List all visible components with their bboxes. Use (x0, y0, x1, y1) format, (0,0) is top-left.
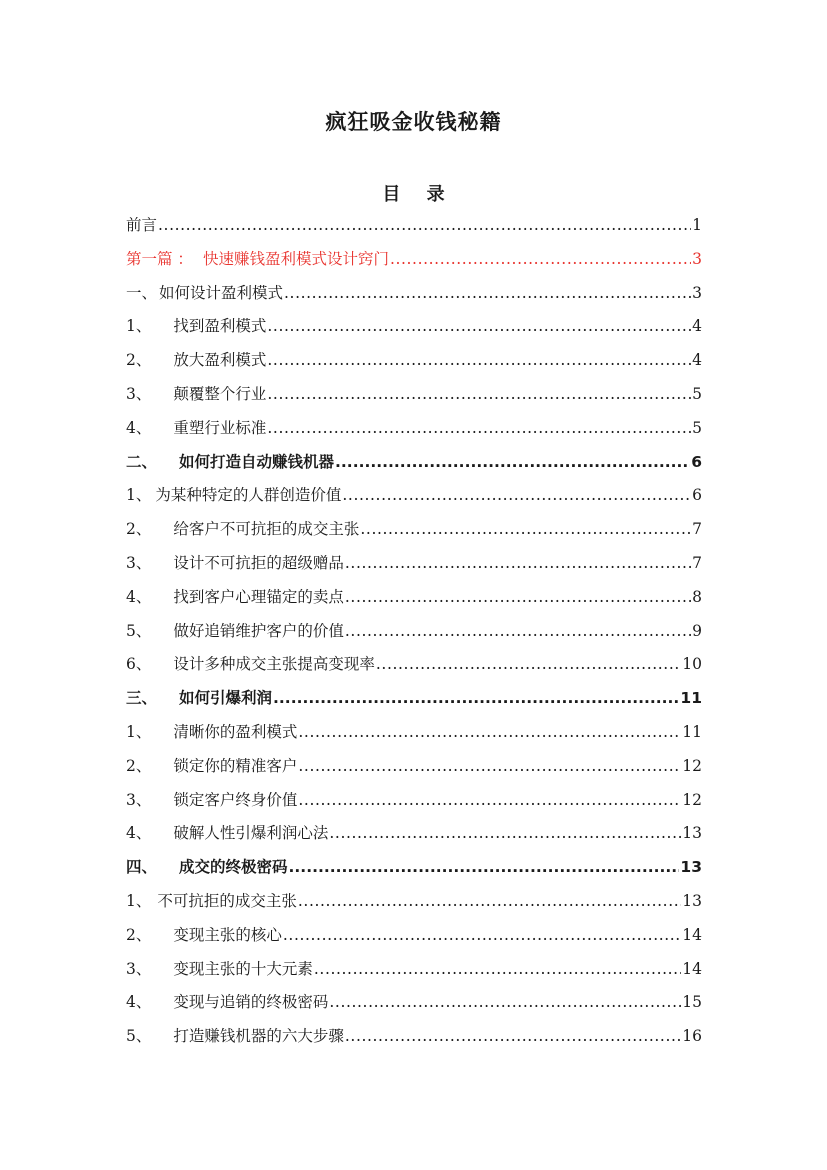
toc-entry-page: 14 (682, 959, 702, 978)
toc-entry-label (126, 821, 328, 843)
toc-entry-number: 三、 (126, 689, 158, 708)
toc-entry-number: 3、 (126, 384, 152, 403)
toc-entry[interactable] (126, 314, 702, 348)
toc-entry-label (126, 720, 297, 742)
dot-leader (273, 689, 679, 707)
toc-entry-label (126, 923, 282, 945)
toc-entry-label (126, 1024, 344, 1046)
toc-entry-page: 3 (692, 249, 702, 268)
toc-entry-label (126, 990, 328, 1012)
dot-leader (329, 824, 681, 842)
toc-entry-text: 重塑行业标准 (173, 418, 267, 437)
dot-leader (267, 317, 691, 335)
toc-entry-label (126, 517, 359, 539)
toc-entry-page: 11 (682, 722, 702, 741)
dot-leader (342, 486, 691, 504)
toc-entry-number: 2、 (126, 351, 152, 370)
dot-leader (267, 385, 691, 403)
toc-entry-text: 做好追销维护客户的价值 (173, 621, 344, 640)
dot-leader (390, 250, 691, 268)
toc-entry-text: 前言 (126, 216, 158, 234)
toc-entry-number: 3、 (126, 553, 152, 572)
toc-entry-page: 12 (682, 790, 702, 809)
dot-leader (345, 1027, 681, 1045)
toc-entry-label (126, 281, 283, 303)
toc-entry-text: 为某种特定的人群创造价值 (155, 486, 342, 505)
toc-entry-number: 1、 (126, 317, 152, 336)
toc-entry-number: 4、 (126, 824, 152, 843)
toc-entry[interactable] (126, 686, 702, 720)
toc-entry-text: 如何打造自动赚钱机器 (179, 452, 335, 471)
toc-entry-text: 找到客户心理锚定的卖点 (173, 587, 344, 606)
toc-entry[interactable] (126, 855, 702, 889)
toc-entry-number: 二、 (126, 452, 158, 471)
toc-entry[interactable] (126, 821, 702, 855)
toc-entry-text: 颠覆整个行业 (173, 384, 267, 403)
document-title: 疯狂吸金收钱秘籍 (325, 110, 502, 134)
toc-entry-text: 设计不可抗拒的超级赠品 (173, 553, 344, 572)
toc-entry-text: 给客户不可抗拒的成交主张 (173, 520, 360, 539)
toc-entry-number: 5、 (126, 621, 152, 640)
toc-entry-label (126, 348, 266, 370)
toc-entry-label (126, 483, 341, 505)
toc-entry-number: 2、 (126, 520, 152, 539)
toc-entry[interactable] (126, 483, 702, 517)
toc-entry[interactable] (126, 889, 702, 923)
toc-entry-page: 16 (682, 1027, 702, 1046)
toc-entry-text: 成交的终极密码 (179, 858, 288, 877)
toc-entry[interactable] (126, 754, 702, 788)
toc-entry-number: 4、 (126, 993, 152, 1012)
dot-leader (314, 960, 681, 978)
toc-entry-page: 7 (692, 553, 702, 572)
toc-heading (0, 180, 827, 206)
dot-leader (298, 757, 681, 775)
toc-entry-number: 3、 (126, 790, 152, 809)
toc-entry-label (126, 450, 334, 472)
dot-leader (298, 892, 681, 910)
toc-entry[interactable] (126, 585, 702, 619)
toc-entry-text: 破解人性引爆利润心法 (173, 824, 329, 843)
toc-entry-page: 4 (692, 351, 702, 370)
dot-leader (284, 284, 691, 302)
dot-leader (267, 419, 691, 437)
toc-entry[interactable] (126, 788, 702, 822)
toc-entry[interactable] (126, 551, 702, 585)
toc-entry-text: 清晰你的盈利模式 (173, 722, 298, 741)
toc-entry-page: 14 (682, 925, 702, 944)
toc-entry-label (126, 585, 344, 607)
toc-entry-number: 2、 (126, 925, 152, 944)
toc-entry-text: 不可抗拒的成交主张 (157, 891, 297, 910)
toc-entry-text: 放大盈利模式 (173, 351, 267, 370)
toc-entry-page: 5 (692, 418, 702, 437)
toc-entry-number: 6、 (126, 655, 152, 674)
dot-leader (345, 588, 691, 606)
toc-entry-number: 2、 (126, 756, 152, 775)
toc-entry-text: 锁定你的精准客户 (173, 756, 298, 775)
table-of-contents (126, 213, 702, 1058)
toc-entry[interactable] (126, 213, 702, 247)
toc-entry-page: 8 (692, 587, 702, 606)
dot-leader (335, 453, 690, 471)
toc-entry-page: 13 (680, 858, 702, 877)
toc-entry-page: 3 (692, 283, 702, 302)
toc-heading-char-1: 目 (382, 184, 401, 205)
toc-entry[interactable] (126, 1024, 702, 1058)
toc-entry-page: 13 (682, 824, 702, 843)
toc-entry-label (126, 855, 288, 877)
toc-entry[interactable] (126, 957, 702, 991)
toc-entry-label (126, 213, 157, 235)
toc-entry-label (126, 957, 313, 979)
toc-entry[interactable] (126, 281, 702, 315)
toc-entry-page: 6 (691, 452, 702, 471)
toc-entry-label (126, 416, 266, 438)
dot-leader (376, 655, 681, 673)
dot-leader (298, 791, 681, 809)
dot-leader (345, 622, 691, 640)
toc-entry-page: 12 (682, 756, 702, 775)
toc-entry-number: 四、 (126, 858, 158, 877)
toc-entry[interactable] (126, 923, 702, 957)
dot-leader (329, 993, 681, 1011)
toc-entry-number: 1、 (126, 891, 152, 910)
toc-entry-text: 如何引爆利润 (179, 689, 273, 708)
toc-entry-label (126, 247, 389, 269)
toc-entry-page: 13 (682, 891, 702, 910)
dot-leader (345, 554, 691, 572)
toc-entry-page: 11 (680, 689, 702, 708)
toc-entry-page: 10 (682, 655, 702, 674)
toc-entry-label (126, 889, 297, 911)
toc-entry[interactable] (126, 348, 702, 382)
dot-leader (360, 520, 691, 538)
toc-entry-page: 5 (692, 384, 702, 403)
toc-entry[interactable] (126, 652, 702, 686)
toc-entry-page: 6 (692, 486, 702, 505)
toc-entry-page: 9 (692, 621, 702, 640)
toc-entry-page: 15 (682, 993, 702, 1012)
toc-entry-text: 锁定客户终身价值 (173, 790, 298, 809)
toc-heading-char-2: 录 (426, 184, 445, 205)
dot-leader (298, 723, 681, 741)
toc-entry-text: 设计多种成交主张提高变现率 (173, 655, 375, 674)
toc-entry-label (126, 382, 266, 404)
toc-entry[interactable] (126, 247, 702, 281)
toc-entry-text: 变现主张的十大元素 (173, 959, 313, 978)
toc-entry-label (126, 686, 272, 708)
toc-entry-page: 7 (692, 520, 702, 539)
toc-entry-text: 变现与追销的终极密码 (173, 993, 329, 1012)
toc-entry-text: 如何设计盈利模式 (159, 283, 284, 302)
toc-entry-page: 4 (692, 317, 702, 336)
toc-entry-text: 找到盈利模式 (173, 317, 267, 336)
toc-entry[interactable] (126, 450, 702, 484)
toc-entry-number: 1、 (126, 486, 152, 505)
dot-leader (267, 351, 691, 369)
toc-entry-number: 4、 (126, 418, 152, 437)
toc-entry-label (126, 652, 375, 674)
toc-entry-text: 变现主张的核心 (173, 925, 282, 944)
toc-entry-number: 1、 (126, 722, 152, 741)
dot-leader (283, 926, 681, 944)
toc-entry[interactable] (126, 416, 702, 450)
toc-entry-text: 快速赚钱盈利模式设计窍门 (202, 249, 389, 268)
toc-entry-page: 1 (692, 216, 702, 234)
toc-entry[interactable] (126, 382, 702, 416)
toc-entry[interactable] (126, 517, 702, 551)
toc-entry-label (126, 619, 344, 641)
dot-leader (289, 858, 680, 876)
toc-entry-label (126, 314, 266, 336)
dot-leader (158, 216, 691, 234)
toc-entry-number: 3、 (126, 959, 152, 978)
toc-entry-label (126, 754, 297, 776)
toc-entry-number: 4、 (126, 587, 152, 606)
toc-entry[interactable] (126, 990, 702, 1024)
toc-entry-number: 一、 (126, 283, 158, 302)
toc-entry[interactable] (126, 619, 702, 653)
toc-entry-number: 5、 (126, 1027, 152, 1046)
toc-entry-number: 第一篇 ： (126, 249, 193, 268)
toc-entry-label (126, 551, 344, 573)
toc-entry-label (126, 788, 297, 810)
toc-entry-text: 打造赚钱机器的六大步骤 (173, 1027, 344, 1046)
toc-entry[interactable] (126, 720, 702, 754)
